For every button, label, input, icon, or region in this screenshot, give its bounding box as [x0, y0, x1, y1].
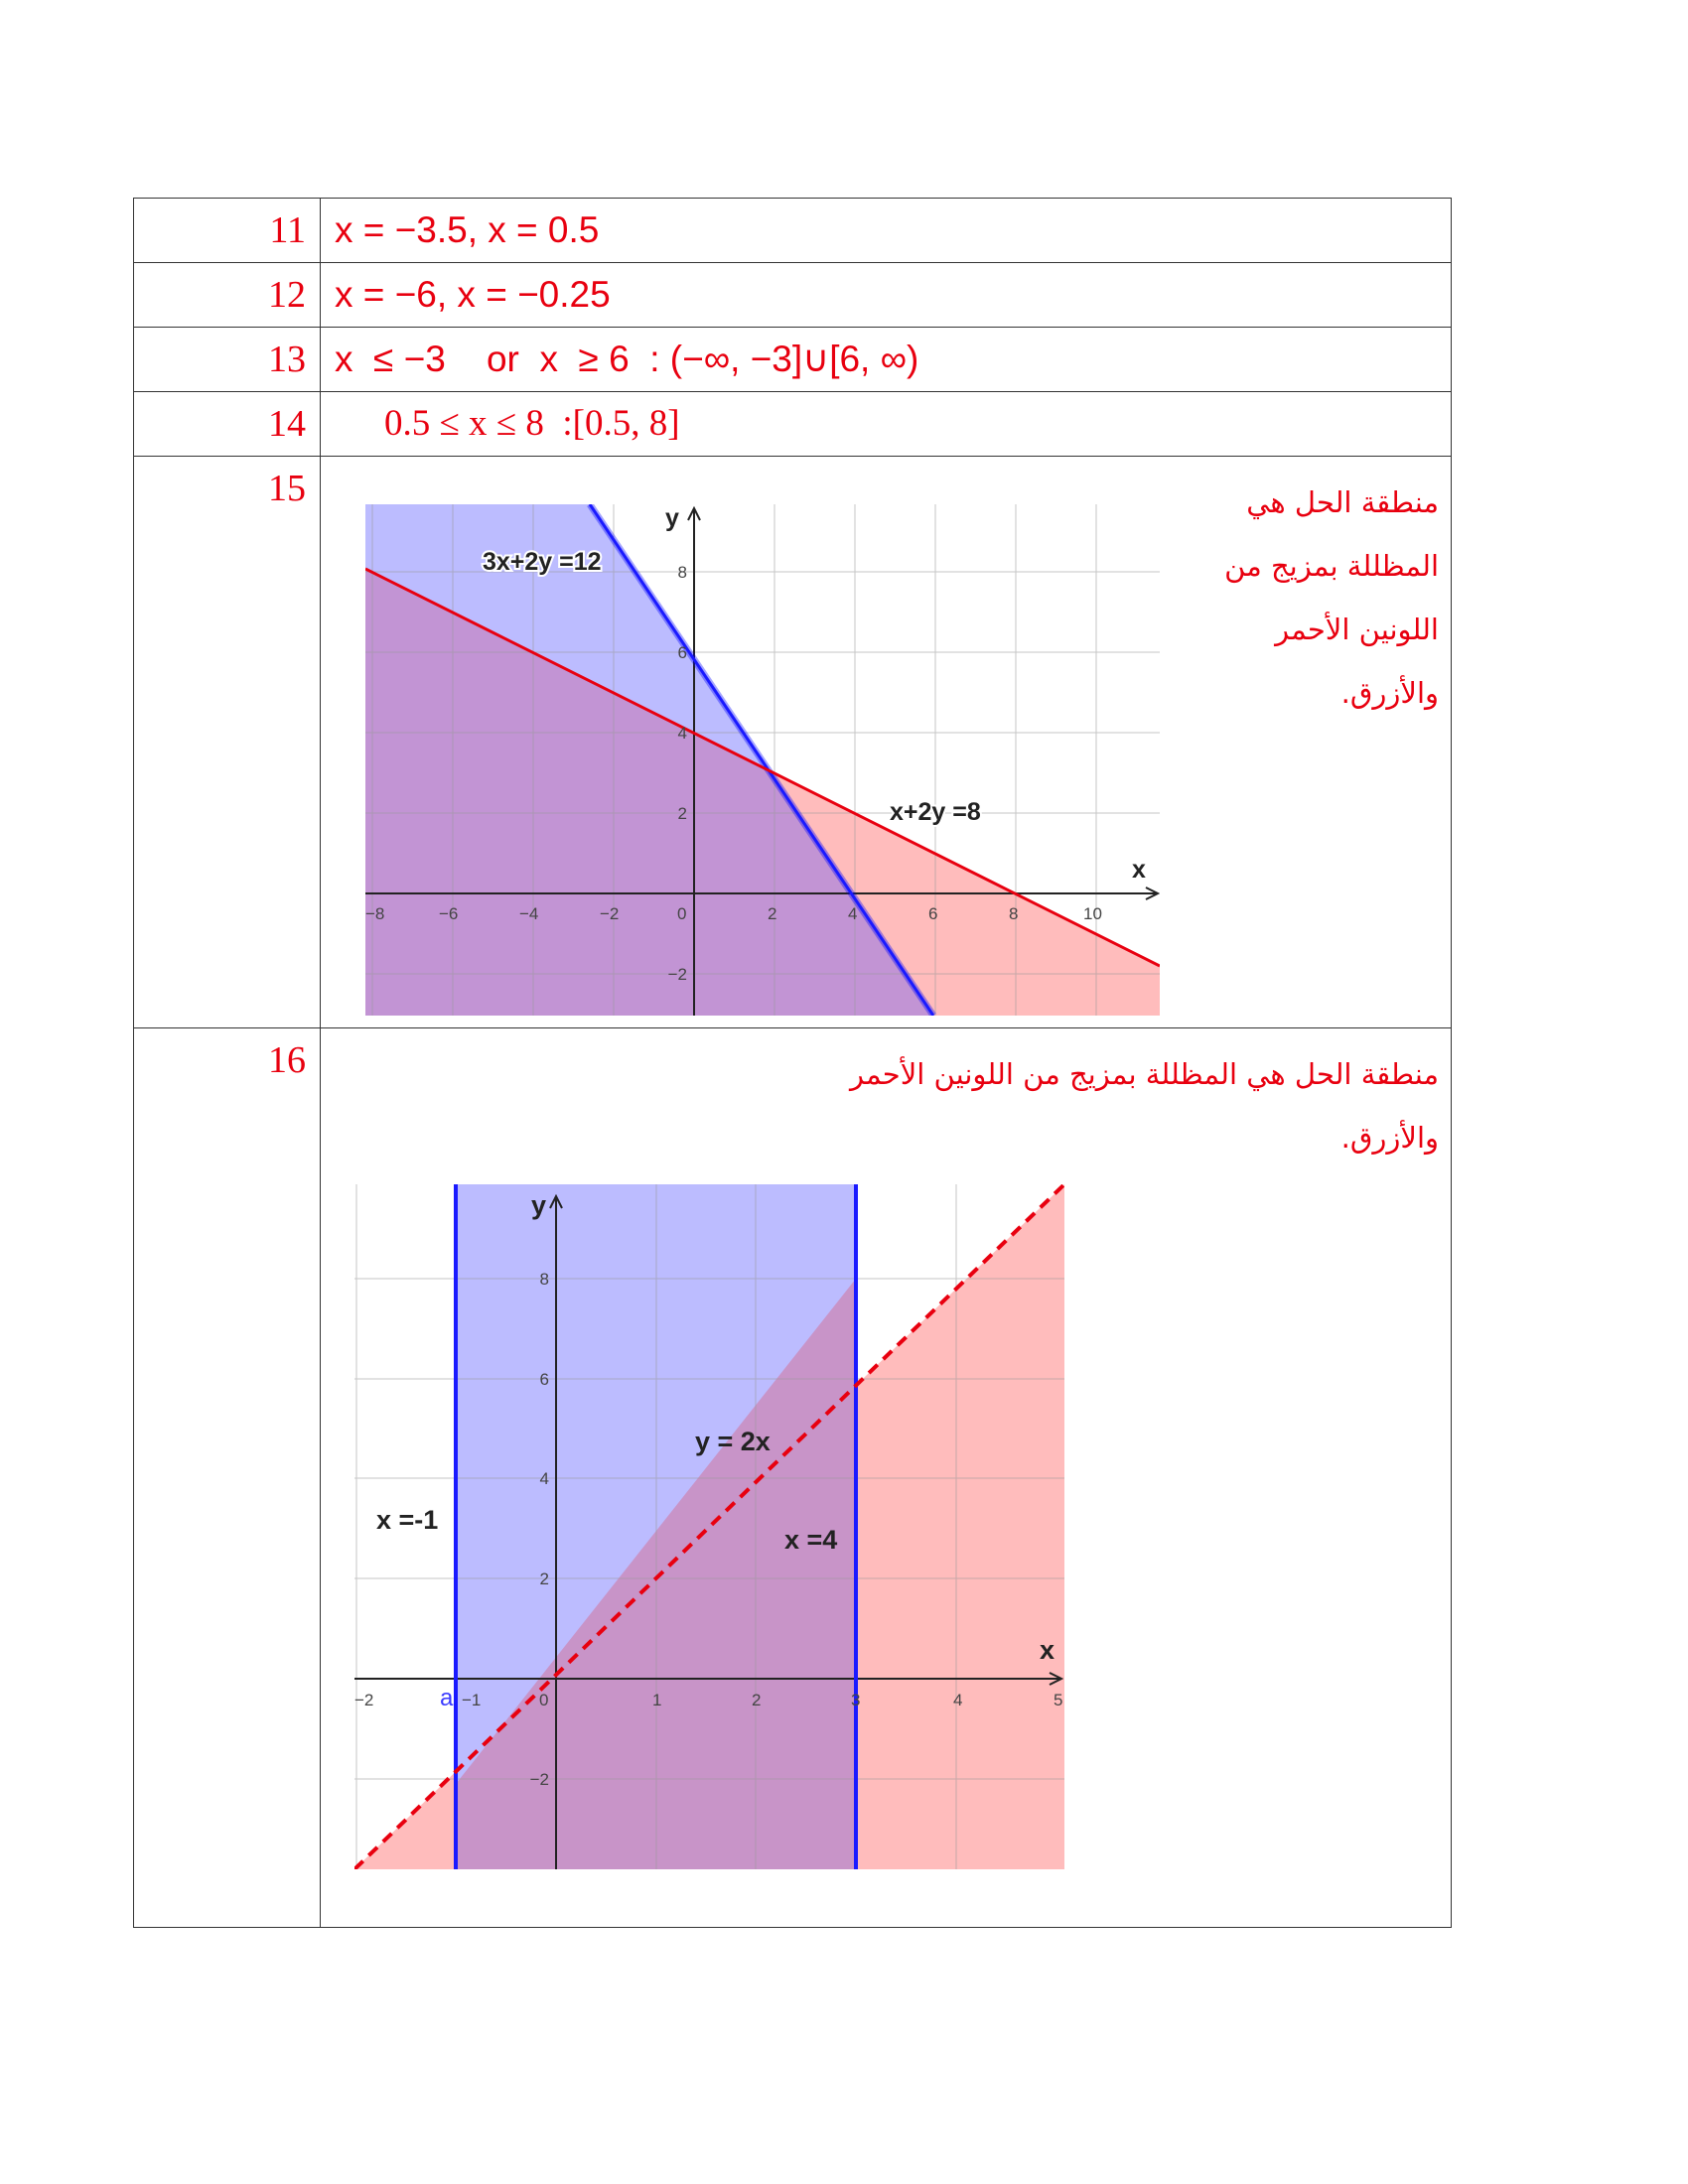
graph-cell-15	[321, 457, 1451, 1027]
svg-text:6: 6	[677, 643, 687, 662]
point-label: a	[440, 1685, 454, 1711]
svg-text:−8: −8	[365, 904, 385, 923]
table-row	[134, 457, 1452, 1028]
inequality-graph-15	[365, 504, 1160, 1016]
svg-text:8: 8	[677, 563, 687, 582]
table-row	[134, 328, 1452, 392]
svg-text:6: 6	[539, 1370, 549, 1389]
svg-text:1: 1	[652, 1691, 662, 1709]
row-number: 14	[134, 392, 321, 457]
svg-text:2: 2	[677, 804, 687, 823]
table-row	[134, 263, 1452, 328]
svg-text:0: 0	[677, 904, 687, 923]
answer-part-right: x ≥ 6 : (−∞, −3]∪[6, ∞)	[539, 339, 919, 379]
answer-text	[321, 328, 1451, 391]
y-axis-label: y	[531, 1190, 547, 1220]
svg-text:−1: −1	[462, 1691, 482, 1709]
answer-text: x = −3.5, x = 0.5	[335, 209, 600, 250]
svg-text:−2: −2	[600, 904, 620, 923]
label-x-4: x =4	[784, 1525, 838, 1555]
svg-text:4: 4	[539, 1469, 549, 1488]
svg-text:10: 10	[1083, 904, 1102, 923]
x-axis-label: x	[1040, 1635, 1055, 1665]
svg-text:8: 8	[1009, 904, 1019, 923]
answer-part-left: x ≤ −3	[335, 339, 446, 379]
table-row	[134, 199, 1452, 263]
svg-text:0: 0	[539, 1691, 549, 1709]
label-y-2x: y = 2x	[695, 1427, 771, 1456]
row-number: 13	[134, 328, 321, 392]
svg-text:2: 2	[752, 1691, 762, 1709]
y-axis-label: y	[665, 504, 679, 532]
solution-note: منطقة الحل هي المظللة بمزيج من اللونين الأحمر والأزرق.	[850, 1057, 1439, 1155]
svg-text:4: 4	[953, 1691, 963, 1709]
inequality-graph-16	[354, 1184, 1064, 1869]
svg-text:−6: −6	[439, 904, 459, 923]
answer-part-or: or	[486, 339, 519, 379]
svg-text:8: 8	[539, 1270, 549, 1289]
row-number: 15	[134, 457, 321, 1028]
x-axis-label: x	[1132, 856, 1146, 884]
label-x-2y-8: x+2y =8	[890, 798, 981, 826]
answer-text: 0.5 ≤ x ≤ 8 :[0.5, 8]	[384, 403, 680, 444]
table-row	[134, 392, 1452, 457]
row-number: 12	[134, 263, 321, 328]
table-row	[134, 1028, 1452, 1928]
label-3x-2y-12: 3x+2y =12	[483, 548, 602, 576]
svg-text:4: 4	[848, 904, 858, 923]
svg-text:2: 2	[768, 904, 777, 923]
solution-note: منطقة الحل هي المظللة بمزيج من اللونين الأحمر والأزرق.	[1224, 485, 1439, 710]
svg-text:5: 5	[1054, 1691, 1063, 1709]
svg-text:−2: −2	[667, 965, 687, 984]
svg-text:−2: −2	[529, 1770, 549, 1789]
graph-cell-16	[321, 1028, 1451, 1927]
svg-text:−2: −2	[354, 1691, 374, 1709]
answer-table	[133, 198, 1452, 1930]
row-number: 11	[134, 199, 321, 263]
svg-text:2: 2	[539, 1570, 549, 1588]
label-x-minus-1: x =-1	[376, 1505, 439, 1535]
svg-text:3: 3	[851, 1691, 861, 1709]
answer-text: x = −6, x = −0.25	[335, 274, 611, 315]
svg-text:4: 4	[677, 724, 687, 743]
svg-text:−4: −4	[519, 904, 539, 923]
row-number: 16	[134, 1028, 321, 1928]
svg-text:6: 6	[928, 904, 938, 923]
